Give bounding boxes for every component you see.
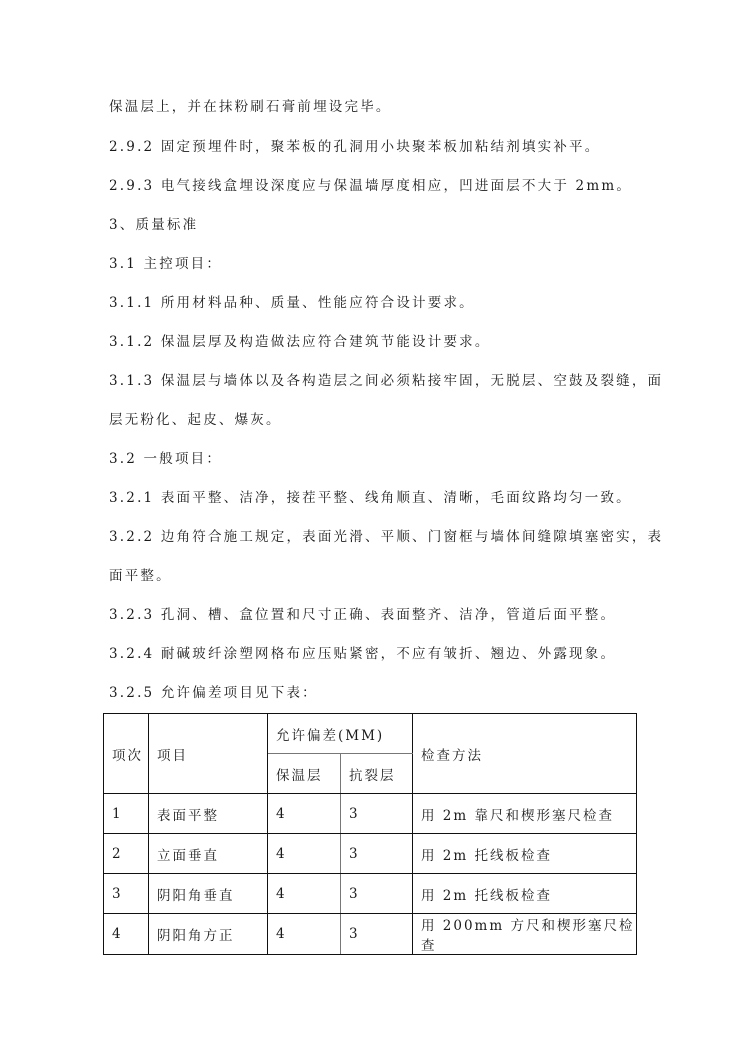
table-row	[104, 834, 637, 874]
cell-item: 表面平整	[149, 794, 268, 834]
paragraph-3-2-4: 3.2.4 耐碱玻纤涂塑网格布应压贴紧密，不应有皱折、翘边、外露现象。	[109, 646, 617, 662]
header-index: 项次	[104, 714, 149, 794]
paragraph-3-1-2: 3.1.2 保温层厚及构造做法应符合建筑节能设计要求。	[109, 334, 491, 350]
cell-method: 用 2m 托线板检查	[413, 834, 637, 874]
cell-index: 2	[104, 834, 149, 874]
paragraph-3-2-2: 3.2.2 边角符合施工规定，表面光滑、平顺、门窗框与墙体间缝隙填塞密实，表	[109, 529, 664, 545]
subsection-heading-3-2: 3.2 一般项目：	[109, 451, 223, 467]
paragraph-2-9-3: 2.9.3 电气接线盒埋设深度应与保温墙厚度相应，凹进面层不大于 2mm。	[109, 178, 633, 194]
paragraph-2-9-2: 2.9.2 固定预埋件时，聚苯板的孔洞用小块聚苯板加粘结剂填实补平。	[109, 139, 601, 155]
paragraph-3-2-3: 3.2.3 孔洞、槽、盒位置和尺寸正确、表面整齐、洁净，管道后面平整。	[109, 607, 617, 623]
cell-crack: 3	[341, 914, 413, 955]
section-heading-3: 3、质量标准	[109, 217, 199, 233]
cell-insulation: 4	[268, 794, 341, 834]
cell-insulation: 4	[268, 834, 341, 874]
paragraph-3-1-3-cont: 层无粉化、起皮、爆灰。	[109, 412, 282, 428]
header-crack-resistant-layer: 抗裂层	[341, 754, 413, 794]
cell-method: 用 2m 靠尺和楔形塞尺检查	[413, 794, 637, 834]
table-row	[104, 794, 637, 834]
cell-item: 阴阳角方正	[149, 914, 268, 955]
cell-crack: 3	[341, 874, 413, 914]
header-deviation-group: 允许偏差(MM)	[268, 714, 413, 754]
cell-item: 立面垂直	[149, 834, 268, 874]
paragraph-continuation: 保温层上，并在抹粉刷石膏前埋设完毕。	[109, 99, 392, 115]
subsection-heading-3-1: 3.1 主控项目：	[109, 256, 223, 272]
header-insulation-layer: 保温层	[268, 754, 341, 794]
table-row	[104, 874, 637, 914]
cell-insulation: 4	[268, 874, 341, 914]
cell-item: 阴阳角垂直	[149, 874, 268, 914]
cell-index: 1	[104, 794, 149, 834]
table-row	[104, 914, 637, 955]
cell-insulation: 4	[268, 914, 341, 955]
paragraph-3-2-2-cont: 面平整。	[109, 568, 172, 584]
table-header-row	[104, 714, 637, 754]
cell-index: 3	[104, 874, 149, 914]
cell-index: 4	[104, 914, 149, 955]
header-method: 检查方法	[413, 714, 637, 794]
header-item: 项目	[149, 714, 268, 794]
deviation-table	[103, 713, 637, 955]
cell-method: 用 2m 托线板检查	[413, 874, 637, 914]
cell-crack: 3	[341, 794, 413, 834]
paragraph-3-1-3: 3.1.3 保温层与墙体以及各构造层之间必须粘接牢固，无脱层、空鼓及裂缝，面	[109, 373, 664, 389]
paragraph-3-1-1: 3.1.1 所用材料品种、质量、性能应符合设计要求。	[109, 295, 475, 311]
cell-method: 用 200mm 方尺和楔形塞尺检查	[413, 914, 637, 955]
cell-crack: 3	[341, 834, 413, 874]
paragraph-3-2-1: 3.2.1 表面平整、洁净，接茬平整、线角顺直、清晰，毛面纹路均匀一致。	[109, 490, 632, 506]
paragraph-3-2-5: 3.2.5 允许偏差项目见下表：	[109, 685, 318, 701]
